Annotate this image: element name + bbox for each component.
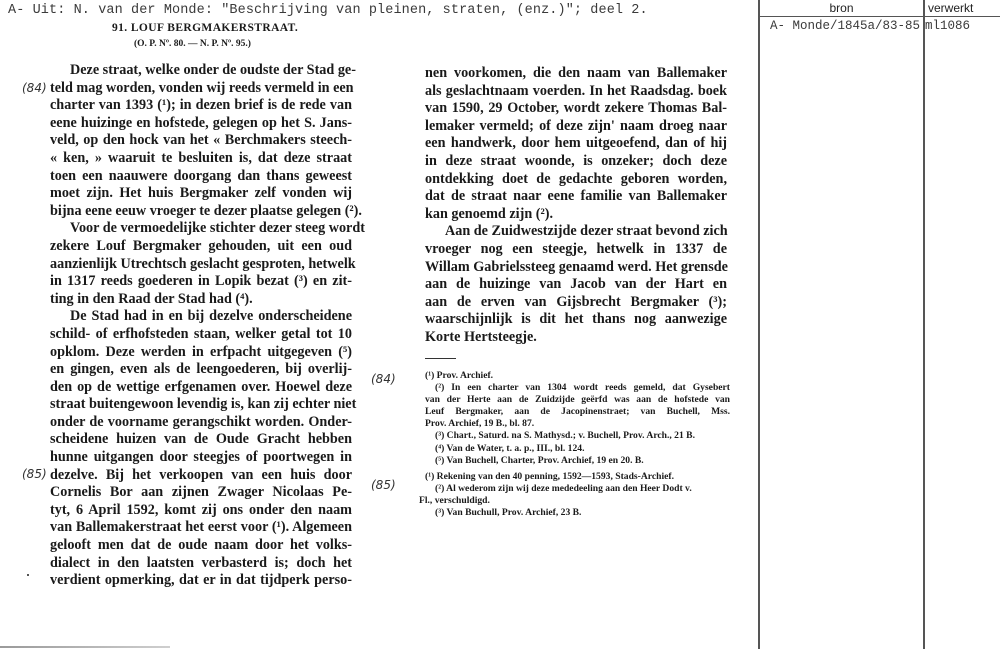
footnote: (⁴) Van de Water, t. a. p., III., bl. 124.: [435, 442, 585, 454]
register-table: [758, 0, 1000, 649]
table-column-divider: [923, 0, 925, 649]
table-border-left: [758, 0, 760, 649]
text-line: den op de wettige erfgenamen over. Hoewel deze: [50, 378, 352, 395]
text-line: en gingen, even als de leengoederen, bij overlij-: [50, 361, 352, 378]
text-line: veld, op den hock van het « Berchmakers steech-: [50, 132, 352, 149]
text-line: een handwerk, door hem uitgeoefend, dan of hij: [425, 135, 727, 152]
footnote-margin-85: (85): [371, 478, 396, 492]
text-line: in 1317 reeds goederen in Lopik bezat (³) en zit-: [50, 273, 352, 290]
text-line: nen voorkomen, die den naam van Ballemaker: [425, 65, 727, 81]
text-line: Aan de Zuidwestzijde dezer straat bevond zich: [445, 223, 728, 240]
text-line: scheidene huizen van de Oude Gracht hebben: [50, 431, 352, 448]
column-header-bron: bron: [829, 1, 854, 15]
footnote: (³) Chart., Saturd. na S. Mathysd.; v. Buchell, Prov. Arch., 21 B.: [435, 430, 695, 442]
margin-note-85: (85): [22, 467, 47, 481]
text-line: Voor de vermoedelijke stichter dezer steeg wordt: [70, 220, 365, 237]
text-line: tyt, 6 April 1592, komt zij ons onder den naam: [50, 501, 352, 518]
table-header-divider: [758, 16, 1000, 17]
text-line: Cornelis Bor aan zijnen Zwager Nicolaas Pe-: [50, 484, 352, 501]
right-text-column: [425, 65, 727, 347]
footnote-separator: [425, 358, 456, 359]
footnote: (⁵) Van Buchell, Charter, Prov. Archief, 19 en 20. B.: [435, 454, 644, 466]
text-line: gelooft men dat de oude naam door het volks-: [50, 537, 352, 554]
text-line: schild- of erfhofsteden staan, welker getal tot 10: [50, 325, 352, 342]
article-subtitle: (O. P. Nº. 80. — N. P. Nº. 95.): [134, 39, 251, 49]
footnote: Prov. Archief, 19 B., bl. 87.: [425, 418, 535, 430]
text-line: ting in den Raad der Stad had (⁴).: [50, 290, 253, 307]
text-line: moet zijn. Het huis Bergmaker zelf vonden wij: [50, 185, 352, 202]
text-line: onder de voorname gerangschikt worden. Onder-: [50, 413, 352, 430]
footnote: (³) Van Buchull, Prov. Archief, 23 B.: [435, 507, 582, 519]
footnote: (¹) Prov. Archief.: [425, 370, 494, 381]
text-line: kan genoemd zijn (²).: [425, 205, 553, 222]
scan-speck: [27, 574, 29, 576]
text-line: van 1590, 29 October, wordt zekere Thomas Bal-: [425, 100, 727, 117]
text-line: Korte Hertsteegje.: [425, 328, 537, 345]
text-line: teld mag worden, vonden wij reeds vermeld in een: [50, 79, 354, 96]
text-line: aan de huizinge van Jacob van der Hart en: [425, 276, 727, 293]
page-edge: [0, 646, 170, 648]
text-line: De Stad had in en bij dezelve onderscheidene: [70, 308, 352, 325]
cell-bron: A- Monde/1845a/83-85: [770, 19, 921, 33]
margin-note-84: (84): [22, 81, 47, 95]
text-line: toen een naauwere doorgang dan thans geweest: [50, 167, 352, 184]
column-header-verwerkt: verwerkt: [928, 1, 974, 15]
footnote: Fl., verschuldigd.: [419, 494, 490, 506]
footnotes: [419, 370, 730, 519]
source-citation-line: A- Uit: N. van der Monde: "Beschrijving van pleinen, straten, (enz.)"; deel 2.: [8, 3, 648, 18]
footnote: Leuf Bergmaker, aan de Jacopinenstraet; van Buchell, Mss.: [425, 406, 730, 418]
text-line: « ken, » waaruit te besluiten is, dat deze straat: [50, 149, 352, 166]
left-text-column: [50, 62, 365, 590]
text-line: vroeger nog een steegje, hetwelk in 1337 de: [425, 240, 727, 257]
text-line: in deze straat woonde, is onzeker; doch deze: [425, 152, 727, 169]
text-line: Willam Gabrielssteeg genaamd werd. Het grensde: [425, 258, 728, 275]
text-line: zekere Louf Bergmaker gehouden, uit een oud: [50, 237, 352, 254]
text-line: ontdekking doet de gedachte geboren worden,: [425, 170, 727, 187]
text-line: aanzienlijk Utrechtsch geslacht gesproten, hetwelk: [50, 255, 356, 272]
text-line: straat buitengewoon levendig is, kan zij echter niet: [50, 396, 357, 413]
text-line: dat de straat naar eene familie van Ballemaker: [425, 188, 727, 205]
text-line: waarschijnlijk is dit het thans nog aanwezige: [425, 311, 727, 328]
text-line: lemaker vermeld; of deze zijn' naam droeg naar: [425, 117, 727, 134]
cell-verwerkt: ml1086: [925, 19, 971, 33]
text-line: verdient opmerking, dat er in dat tijdperk perso-: [50, 572, 352, 589]
article-title: 91. LOUF BERGMAKERSTRAAT.: [112, 22, 299, 34]
text-line: hunne uitgangen door steegjes of poortwegen in: [50, 449, 352, 466]
text-line: Deze straat, welke onder de oudste der Stad ge-: [70, 62, 356, 78]
text-line: dezelve. Bij het verkoopen van een huis door: [50, 466, 352, 483]
footnote: (²) In een charter van 1304 wordt reeds gemeld, dat Gysebert: [435, 382, 730, 394]
text-line: aan de erven van Gijsbrecht Bergmaker (³);: [425, 293, 727, 310]
text-line: van Ballemakerstraat het eerst voor (¹). Algemeen: [50, 519, 352, 536]
footnote: (²) Al wederom zijn wij deze mededeeling aan den Heer Dodt v.: [435, 482, 692, 494]
text-line: charter van 1393 (¹); in dezen brief is de rede van: [50, 97, 352, 114]
text-line: eene huizinge en hofstede, gelegen op het S. Jans-: [50, 114, 352, 131]
text-line: opklom. Deze werden in erfpacht uitgegeven (⁵): [50, 343, 352, 360]
footnote: van der Herte aan de Zuidzijde geërfd was aan de hofstede van: [425, 394, 730, 406]
text-line: als geslachtnaam voerden. In het Raadsdag. boek: [425, 82, 727, 99]
footnote: (¹) Rekening van den 40 penning, 1592—1593, Stads-Archief.: [425, 470, 674, 482]
footnote-margin-84: (84): [371, 372, 396, 386]
text-line: bijna eene eeuw vroeger te dezer plaatse gelegen (²).: [50, 202, 362, 219]
text-line: dialect in den laatsten verbasterd is; doch het: [50, 554, 352, 571]
